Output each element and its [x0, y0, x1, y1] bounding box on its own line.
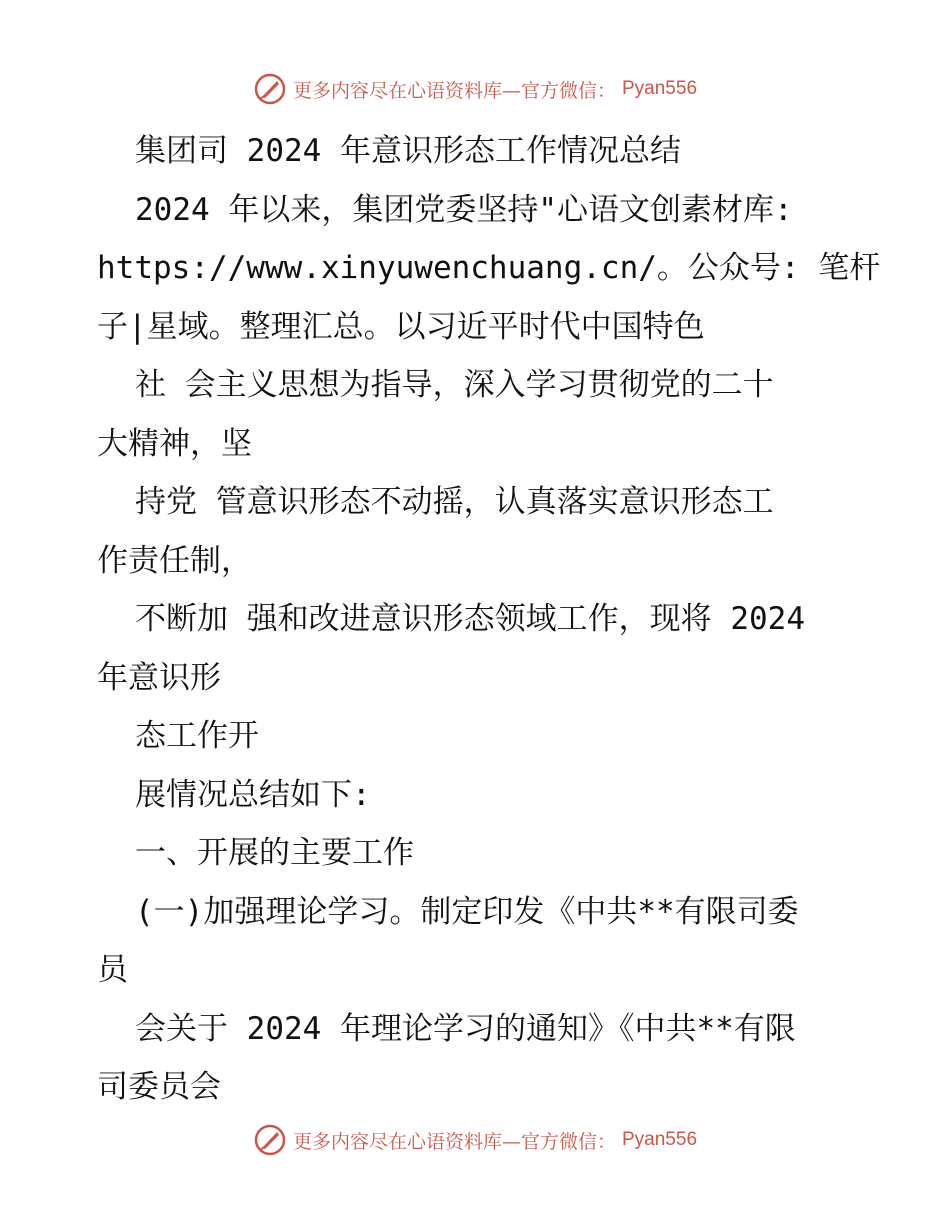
document-body [97, 122, 881, 1117]
watermark-text: 更多内容尽在心语资料库—官方微信： [292, 79, 616, 102]
paragraph-line: 2024 年以来，集团党委坚持"心语文创素材库: [135, 191, 793, 228]
paragraph-line: 作责任制， [97, 542, 252, 579]
paragraph-line: 持党 管意识形态不动摇，认真落实意识形态工 [135, 484, 774, 520]
paragraph-line: 司委员会 [97, 1069, 221, 1105]
paragraph-line: 子|星域。整理汇总。以习近平时代中国特色 [97, 308, 705, 345]
paragraph-line: 会关于 2024 年理论学习的通知》《中共**有限 [135, 1010, 796, 1047]
paragraph-line: 展情况总结如下: [135, 776, 371, 813]
paragraph-line: https://www.xinyuwenchuang.cn/。公众号: 笔杆 [97, 250, 881, 286]
paragraph-line: 态工作开 [135, 718, 259, 754]
paragraph-line: 社 会主义思想为指导，深入学习贯彻党的二十 [135, 367, 774, 403]
paragraph-line: (一)加强理论学习。制定印发《中共**有限司委 [135, 893, 799, 930]
document-title: 集团司 2024 年意识形态工作情况总结 [135, 133, 681, 169]
header-watermark [0, 72, 950, 106]
watermark-text: 更多内容尽在心语资料库—官方微信： [292, 1130, 616, 1153]
watermark-wechat-id: Pyan556 [622, 78, 698, 99]
paragraph-line: 员 [97, 952, 128, 988]
section-heading: 一、开展的主要工作 [135, 835, 414, 871]
footer-watermark [0, 1123, 950, 1157]
paragraph-line: 年意识形 [97, 659, 221, 696]
paragraph-line: 大精神，坚 [97, 425, 252, 462]
paragraph-line: 不断加 强和改进意识形态领域工作，现将 2024 [135, 601, 805, 637]
quill-logo-icon [253, 72, 287, 106]
quill-logo-icon [253, 1123, 287, 1157]
watermark-wechat-id: Pyan556 [622, 1129, 698, 1150]
